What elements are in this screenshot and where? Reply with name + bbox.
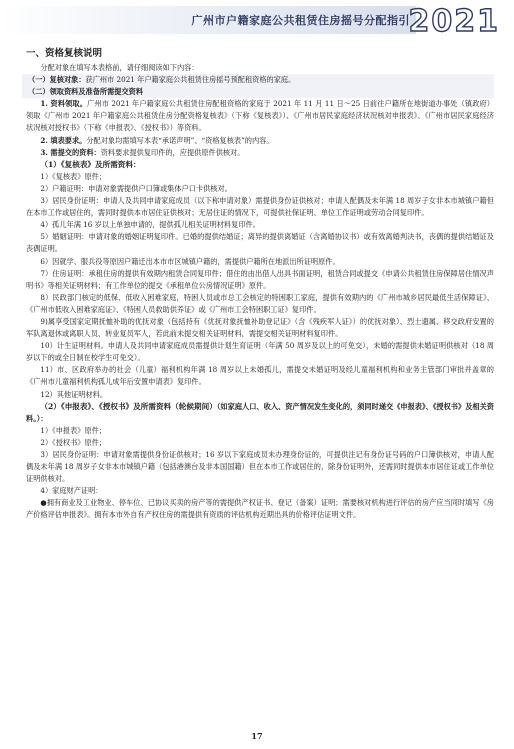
review-form-subheading: （1）《复核表》及所需资料：	[40, 159, 141, 169]
list-item: 12）其他证明材料。	[40, 389, 108, 399]
header-title: 广州市户籍家庭公共租赁住房摇号分配指引	[191, 14, 410, 27]
list-item: 1）《复核表》原件；	[40, 171, 107, 181]
list-item: 7）住房证明：承租住房的提供有效期内租赁合同复印件；借住的由出借人出具书面证明，租赁合同或提交《申请公共租赁住房保障居住情况声明书》等相关证明材料；有工作单位的提交《承租单位公房情况证明》原件。	[26, 268, 494, 290]
list-item: 5）婚姻证明：申请对象的婚姻证明复印件。已婚的提供结婚证；离异的提供离婚证（含离婚协议书）或有效离婚判决书，丧偶的提供结婚证及丧偶证明。	[26, 232, 494, 254]
list-item: 4）孤儿年满 16 岁以上单独申请的，提供孤儿相关证明材料复印件。	[40, 220, 260, 230]
header-year: 2021	[408, 4, 500, 39]
review-target-paragraph: （一）复核对象：获广州市 2021 年户籍家庭公共租赁住房摇号预配租资格的家庭。	[22, 74, 494, 86]
list-item: 10）计生证明材料。申请人及共同申请家庭成员需提供计划生育证明（年满 50 周岁及以上的可免交），未婚的需提供未婚证明供核对（18 周岁以下的或全日制在校学生可免交）。	[26, 341, 494, 363]
list-item: 3）居民身份证明：申请人及共同申请家庭成员（以下称申请对象）需提供身份证供核对；申请人配偶及未年满 18 周岁子女非本市城镇户籍但在本市工作或居住的，需同时提供本市居住证供核对；无居住证的情况下，可提供社保证明、单位工作证明或劳动合同复印件。	[26, 196, 494, 218]
form-requirement-paragraph: 2. 填表要求。分配对象均需填写本表“承诺声明”、“资格复核表”的内容。	[40, 135, 274, 145]
list-item: 9)属享受国家定期抚恤补助的优抚对象（包括持有《优抚对象抚恤补助登记证》（含《残疾军人证》）的优抚对象）、烈士遗属、移交政府安置的军队离退休或离职人员、转业复员军人，若此前未提交相关证明材料，需提交相关证明材料复印件。	[26, 316, 494, 339]
intro-paragraph: 分配对象在填写本表格前，请仔细阅读如下内容：	[40, 63, 199, 72]
page-number: 17	[251, 731, 263, 741]
list-item: 3）居民身份证明：申请对象需提供身份证供核对；16 岁以下家庭成员未办理身份证的，可提供注记有身份证号码的户口簿供核对，申请人配偶及未年满 18 周岁子女非本市城镇户籍（包括港澳台及非本国国籍）但在本市工作或居住的，除身份证明外，还需同时提供本市居住证或工作单位证明供核对。	[26, 450, 494, 484]
list-item: ●拥有商业及工业物业、停车位、已协议买卖的房产等的需提供产权证书、登记（备案）证明；需要核对机构进行评估的房产应当同时填写《房产价格评估申报表》。拥有本市外自有产权住房的需提供有资质的评估机构近期出具的价格评估证明文件。	[26, 498, 494, 520]
section-title: 一、资格复核说明	[26, 48, 103, 59]
page-header	[0, 0, 514, 40]
list-item: 8）民政部门核定的低保、低收入困难家庭，特困人员或市总工会核定的特困职工家庭，提供有效期内的《广州市城乡居民最低生活保障证》、《广州市低收入困难家庭证》、《特困人员救助供养证》或《广州市工会特困职工证》复印件。	[26, 292, 494, 314]
materials-collection-paragraph: 1. 资料领取。广州市 2021 年户籍家庭公共租赁住房配租资格的家庭于 2021 年 11 月 11 日～25 日前往户籍所在地街道办事处（镇政府）领取《广州市 2021 年户籍家庭公共租赁住房分配资格复核表》（下称《复核表》）、《广州市居民家庭经济状况核对申报表》、《广州市居民家庭经济状况核对授权书》（下称《申报表》、《授权书》）等资料。	[26, 99, 494, 133]
list-item: 1）《申报表》原件；	[40, 425, 107, 435]
list-item: 2）户籍证明：申请对象需提供户口簿或集体户口卡供核对。	[40, 183, 232, 193]
list-item: 11）市、区政府举办的社会（儿童）福利机构年满 18 周岁以上未婚孤儿，需提交未婚证明及经儿童福利机构和业务主管部门审批并盖章的《广州市儿童福利机构孤儿成年后安置申请表》复印件。	[26, 365, 494, 387]
declaration-subheading: （2）《申报表》、《授权书》及所需资料（轮候期间）（如家庭人口、收入、资产情况发生变化的，须同时递交《申报表》、《授权书》及相关资料。）：	[26, 401, 494, 423]
materials-heading: （二）领取资料及准备所需提交资料	[22, 86, 494, 98]
list-item: 2）《授权书》原件；	[40, 437, 107, 447]
list-item: 4）家庭财产证明：	[40, 486, 103, 496]
list-item: 6）因就学、服兵役等原因户籍迁出本市市区城镇户籍的，需提供户籍所在地派出所证明原件。	[40, 256, 340, 266]
document-body	[26, 46, 494, 522]
required-materials-paragraph: 3. 需提交的资料：资料要求提供复印件的，应提供原件供核对。	[40, 147, 245, 157]
